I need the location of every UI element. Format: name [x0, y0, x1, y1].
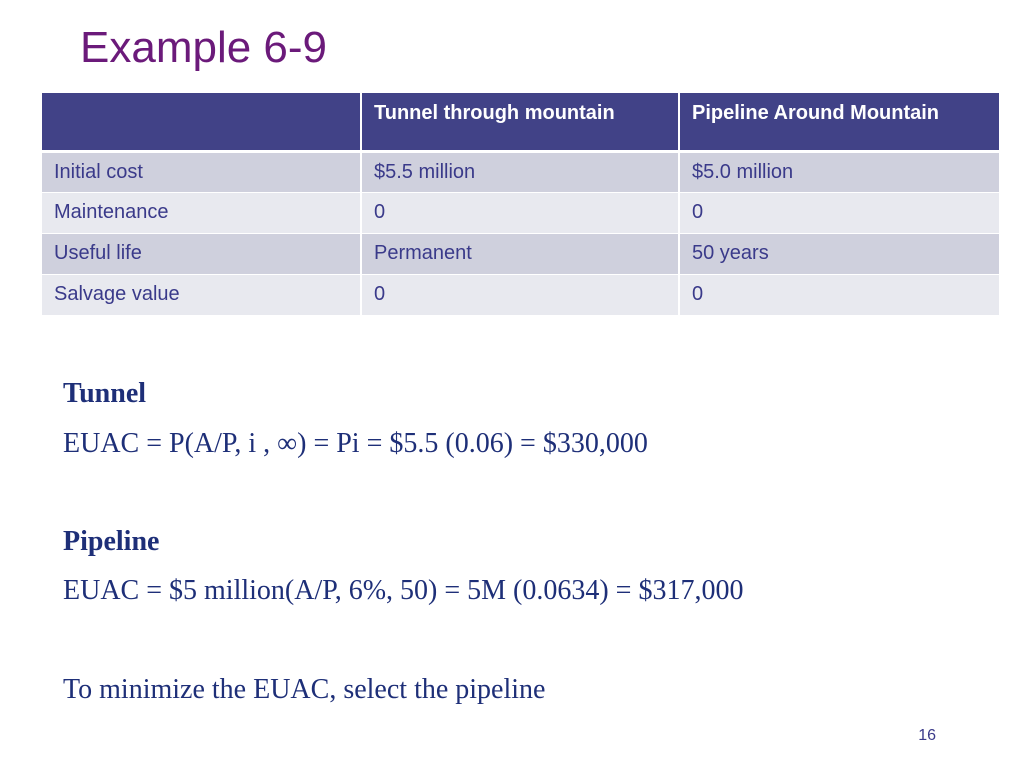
table-header-cell [42, 93, 361, 151]
tunnel-heading: Tunnel [63, 378, 147, 409]
table-row [42, 233, 999, 274]
table-cell: Initial cost [42, 151, 361, 192]
table-header-cell: Pipeline Around Mountain [679, 93, 999, 151]
comparison-table [42, 93, 999, 316]
table-cell: Salvage value [42, 274, 361, 315]
pipeline-equation: EUAC = $5 million(A/P, 6%, 50) = 5M (0.0634) = $317,000 [63, 575, 744, 606]
table-cell: Maintenance [42, 192, 361, 233]
table-cell: Useful life [42, 233, 361, 274]
pipeline-heading: Pipeline [63, 526, 160, 557]
table-cell: Permanent [361, 233, 679, 274]
table-cell: $5.0 million [679, 151, 999, 192]
page-number: 16 [918, 727, 936, 744]
table-cell: 50 years [679, 233, 999, 274]
table-cell: 0 [679, 192, 999, 233]
table-header-cell: Tunnel through mountain [361, 93, 679, 151]
table-cell: 0 [679, 274, 999, 315]
table-header-row [42, 93, 999, 151]
table-cell: 0 [361, 274, 679, 315]
table-cell: $5.5 million [361, 151, 679, 192]
slide-title: Example 6-9 [80, 23, 328, 72]
table-row [42, 274, 999, 315]
tunnel-equation: EUAC = P(A/P, i , ∞) = Pi = $5.5 (0.06) = $330,000 [63, 428, 648, 459]
table-cell: 0 [361, 192, 679, 233]
table-row [42, 151, 999, 192]
conclusion-text: To minimize the EUAC, select the pipeline [63, 674, 546, 705]
table-row [42, 192, 999, 233]
